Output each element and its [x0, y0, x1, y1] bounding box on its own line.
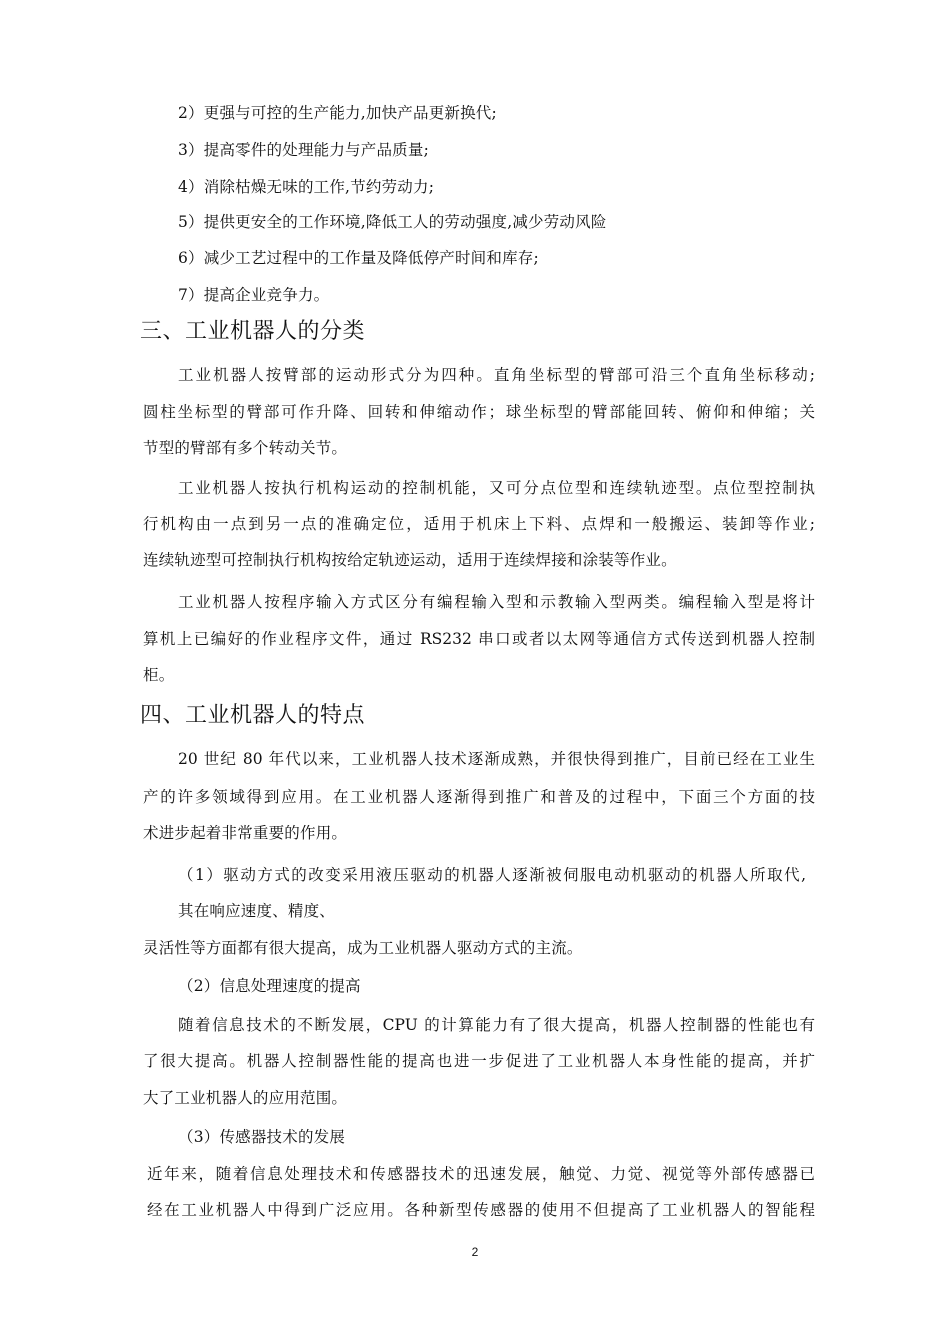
paragraph-line: 圆柱坐标型的臂部可作升降、回转和伸缩动作；球坐标型的臂部能回转、俯仰和伸缩；关: [143, 403, 815, 421]
paragraph-line: 随着信息技术的不断发展，CPU 的计算能力有了很大提高，机器人控制器的性能也有: [178, 1016, 815, 1034]
subheading: （1）驱动方式的改变采用液压驱动的机器人逐渐被伺服电动机驱动的机器人所取代,: [178, 866, 806, 884]
paragraph-line: 产的许多领域得到应用。在工业机器人逐渐得到推广和普及的过程中，下面三个方面的技: [143, 788, 815, 806]
list-item: 3）提高零件的处理能力与产品质量;: [178, 141, 429, 159]
subheading: （3）传感器技术的发展: [178, 1128, 346, 1146]
paragraph-line: 近年来，随着信息处理技术和传感器技术的迅速发展，触觉、力觉、视觉等外部传感器已: [147, 1165, 815, 1183]
paragraph-line: 柜。: [143, 666, 175, 684]
list-item: 6）减少工艺过程中的工作量及降低停产时间和库存;: [178, 249, 539, 267]
paragraph-line: 经在工业机器人中得到广泛应用。各种新型传感器的使用不但提高了工业机器人的智能程: [147, 1201, 815, 1219]
page-number: 2: [471, 1245, 479, 1259]
paragraph-line: 工业机器人按臂部的运动形式分为四种。直角坐标型的臂部可沿三个直角坐标移动;: [178, 366, 815, 384]
paragraph-line: 术进步起着非常重要的作用。: [143, 824, 348, 842]
paragraph-line: 了很大提高。机器人控制器性能的提高也进一步促进了工业机器人本身性能的提高，并扩: [143, 1052, 815, 1070]
list-item: 4）消除枯燥无味的工作,节约劳动力;: [178, 178, 435, 196]
list-item: 2）更强与可控的生产能力,加快产品更新换代;: [178, 104, 497, 122]
list-item: 7）提高企业竞争力。: [178, 286, 330, 304]
paragraph-line: 灵活性等方面都有很大提高，成为工业机器人驱动方式的主流。: [143, 939, 583, 957]
paragraph-line: 行机构由一点到另一点的准确定位，适用于机床上下料、点焊和一般搬运、装卸等作业;: [143, 515, 815, 533]
paragraph-line: 大了工业机器人的应用范围。: [143, 1089, 348, 1107]
list-item: 5）提供更安全的工作环境,降低工人的劳动强度,减少劳动风险: [178, 213, 607, 231]
subheading: （2）信息处理速度的提高: [178, 977, 361, 995]
paragraph-line: 节型的臂部有多个转动关节。: [143, 439, 348, 457]
paragraph-line: 算机上已编好的作业程序文件，通过 RS232 串口或者以太网等通信方式传送到机器人控制: [143, 630, 815, 648]
paragraph-line: 工业机器人按程序输入方式区分有编程输入型和示教输入型两类。编程输入型是将计: [178, 593, 815, 611]
paragraph-line: 其在响应速度、精度、: [178, 902, 336, 920]
paragraph-line: 工业机器人按执行机构运动的控制机能，又可分点位型和连续轨迹型。点位型控制执: [178, 479, 815, 497]
section-heading: 三、工业机器人的分类: [140, 319, 366, 344]
section-heading: 四、工业机器人的特点: [140, 703, 366, 728]
paragraph-line: 20 世纪 80 年代以来，工业机器人技术逐渐成熟，并很快得到推广，目前已经在工业生: [178, 750, 815, 768]
paragraph-line: 连续轨迹型可控制执行机构按给定轨迹运动，适用于连续焊接和涂装等作业。: [143, 551, 677, 569]
